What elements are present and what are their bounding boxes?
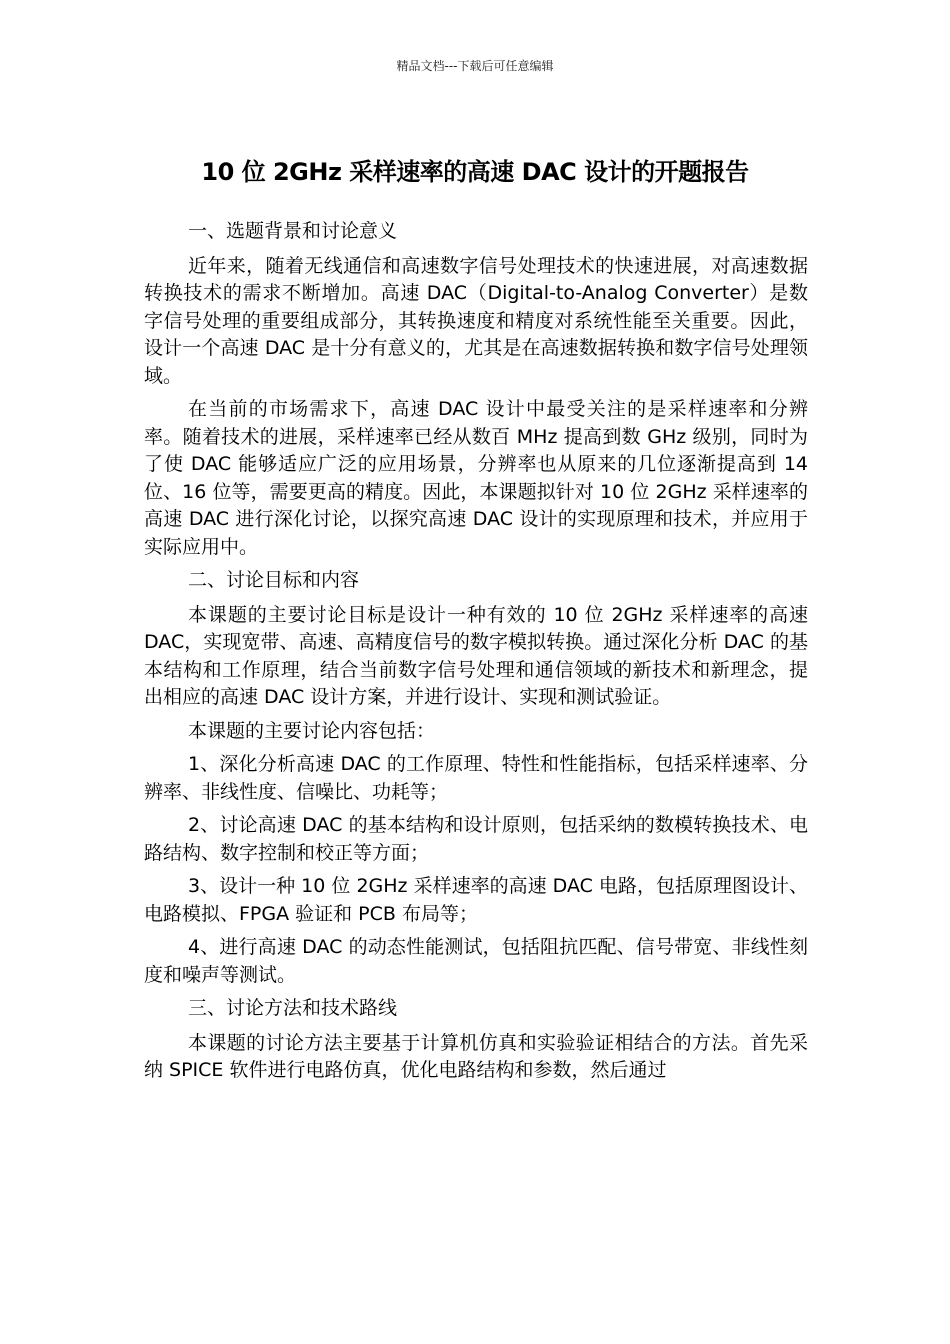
- list-item: 4、进行高速 DAC 的动态性能测试，包括阻抗匹配、信号带宽、非线性刻度和噪声等测试。: [144, 936, 808, 986]
- list-item: 2、讨论高速 DAC 的基本结构和设计原则，包括采纳的数模转换技术、电路结构、数字控制和校正等方面；: [144, 814, 808, 864]
- paragraph: 本课题的讨论方法主要基于计算机仿真和实验验证相结合的方法。首先采纳 SPICE 软件进行电路仿真，优化电路结构和参数，然后通过: [144, 1031, 808, 1081]
- paragraph: 在当前的市场需求下，高速 DAC 设计中最受关注的是采样速率和分辨率。随着技术的进展，采样速率已经从数百 MHz 提高到数 GHz 级别，同时为了使 DAC 能够适应广泛的应用场景，分辨率也从原来的几位逐渐提高到 14 位、16 位等，需要更高的精度。因此，本课题拟针对 10 位 2GHz 采样速率的高速 DAC 进行深化讨论，以探究高速 DAC 设计的实现原理和技术，并应用于实际应用中。: [144, 398, 808, 558]
- list-item: 3、设计一种 10 位 2GHz 采样速率的高速 DAC 电路，包括原理图设计、电路模拟、FPGA 验证和 PCB 布局等；: [144, 875, 808, 925]
- paragraph: 本课题的主要讨论内容包括：: [188, 719, 436, 742]
- paragraph: 本课题的主要讨论目标是设计一种有效的 10 位 2GHz 采样速率的高速 DAC，实现宽带、高速、高精度信号的数字模拟转换。通过深化分析 DAC 的基本结构和工作原理，结合当前数字信号处理和通信领域的新技术和新理念，提出相应的高速 DAC 设计方案，并进行设计、实现和测试验证。: [144, 603, 808, 708]
- section-heading-methods: 三、讨论方法和技术路线: [188, 997, 398, 1019]
- document-title: 10 位 2GHz 采样速率的高速 DAC 设计的开题报告: [201, 158, 749, 187]
- document-body: [144, 218, 808, 1091]
- section-heading-goals: 二、讨论目标和内容: [188, 569, 360, 591]
- paragraph: 近年来，随着无线通信和高速数字信号处理技术的快速进展，对高速数据转换技术的需求不断增加。高速 DAC（Digital-to-Analog Converter）是数字信号处理的重要组成部分，其转换速度和精度对系统性能至关重要。因此，设计一个高速 DAC 是十分有意义的，尤其是在高速数据转换和数字信号处理领域。: [144, 254, 808, 387]
- list-item: 1、深化分析高速 DAC 的工作原理、特性和性能指标，包括采样速率、分辨率、非线性度、信噪比、功耗等；: [144, 753, 808, 803]
- page-header: 精品文档---下载后可任意编辑: [396, 59, 554, 73]
- section-heading-background: 一、选题背景和讨论意义: [188, 220, 398, 242]
